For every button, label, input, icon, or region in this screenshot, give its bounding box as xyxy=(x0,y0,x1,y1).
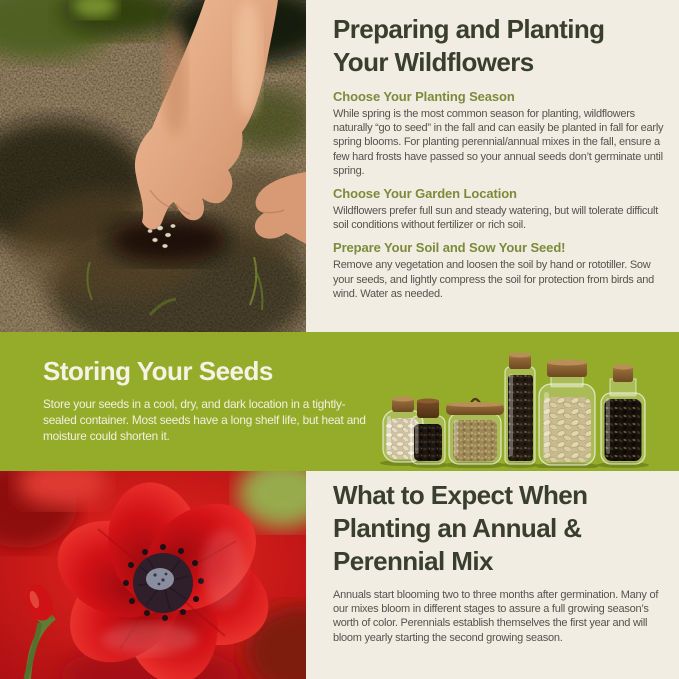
storing-band xyxy=(0,332,679,471)
storing-body: Store your seeds in a cool, dry, and dark location in a tightly-sealed container. Most seeds have a long shelf life, but heat and moisture could shorten it. xyxy=(43,397,366,443)
jar-sunflower-seeds xyxy=(601,365,645,465)
planting-section xyxy=(333,13,673,301)
jar-tall-cylinder xyxy=(505,353,535,465)
section-planting-season xyxy=(333,89,673,178)
storing-text xyxy=(43,356,378,444)
jar-dark-seeds xyxy=(411,399,445,465)
body-planting-season: While spring is the most common season for planting, wildflowers naturally “go to seed” in the fall and can easily be planted in fall for early spring blooms. For planting perennial/annual mixes in the fall, ensure a few hard frosts have passed so your annual seeds don’t germinate until spring. xyxy=(333,108,664,177)
planting-photo xyxy=(0,0,306,332)
body-prepare-soil: Remove any vegetation and loosen the soil by hand or rototiller. Sow your seeds, and lightly compress the soil for protection from birds and wind. Water as needed. xyxy=(333,259,654,300)
storing-title: Storing Your Seeds xyxy=(43,356,273,386)
subheading-garden-location: Choose Your Garden Location xyxy=(333,186,517,202)
subheading-prepare-soil: Prepare Your Soil and Sow Your Seed! xyxy=(333,240,566,256)
jar-tan-seeds xyxy=(446,399,504,464)
expect-section xyxy=(333,479,673,645)
jar-pumpkin-seeds xyxy=(539,360,595,466)
seed-jars-photo xyxy=(375,342,670,468)
section-garden-location xyxy=(333,186,673,232)
page-title: Preparing and Planting Your Wildflowers xyxy=(333,14,605,77)
subheading-planting-season: Choose Your Planting Season xyxy=(333,89,515,104)
expect-body: Annuals start blooming two to three months after germination. Many of our mixes bloom in different stages to assure a full growing season’s worth of color. Perennials establish themselves the first year and will bloom yearly starting the second growing season. xyxy=(333,589,659,644)
expect-title: What to Expect When Planting an Annual & Perennial Mix xyxy=(333,480,588,576)
poppy-photo xyxy=(0,471,306,679)
body-garden-location: Wildflowers prefer full sun and steady watering, but will tolerate difficult soil conditions without fertilizer or rich soil. xyxy=(333,205,659,232)
section-prepare-soil xyxy=(333,240,673,301)
